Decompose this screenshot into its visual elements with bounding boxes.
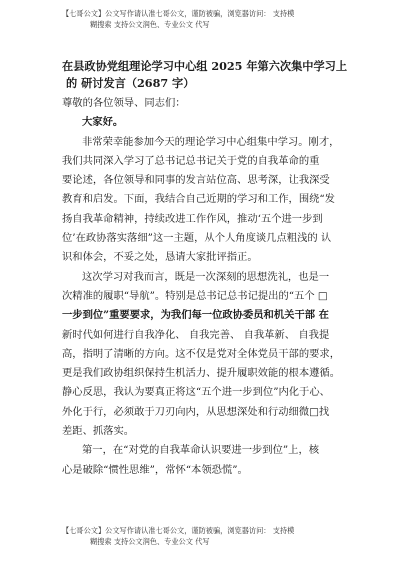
title-line: 在县政协党组理论学习中心组 2025 年第六次集中学习上	[62, 59, 348, 73]
text-line: 位’在政协落实落细”这一主题，从个人角度谈几点粗浅的 认	[62, 232, 332, 245]
promo-notice-line: 糊搜索 支持公文润色、专业公文 代写	[90, 537, 210, 546]
text-line: 高，指明了清晰的方向。这不仅是党对全体党员干部的要求，	[62, 347, 341, 360]
paragraph-2	[62, 268, 360, 442]
text-line: 要论述，各位领导和同事的发言站位高、思考深，让我深受	[62, 174, 330, 187]
text-line: 静心反思，我认为要真正将这“五个进一步到位”内化于心、	[62, 386, 330, 399]
promo-notice-top	[62, 8, 362, 30]
paragraph-3	[62, 441, 360, 480]
text-line: 外化于行，必须敢于刀刃向内，从思想深处和行动细微□找	[62, 405, 330, 418]
document-title	[62, 58, 360, 92]
paragraph-1	[62, 133, 360, 268]
document-body	[62, 58, 360, 480]
salutation: 尊敬的各位领导、同志们：	[62, 97, 186, 109]
text-line: 非常荣幸能参加今天的理论学习中心组集中学习。刚才，	[82, 135, 340, 148]
text-line: 更是我们政协组织保持生机活力、提升履职效能的根本遵循。	[62, 367, 341, 380]
text-line: 差距、抓落实。	[62, 425, 135, 438]
promo-notice-line: 【七哥公文】公文写作请认准七哥公文，谨防被骗，浏览器访问： 支持模	[62, 526, 295, 535]
text-line: 新时代如何进行自我净化、 自我完善、 自我革新、 自我提	[62, 328, 330, 341]
text-line: 扬自我革命精神，持续改进工作作风，推动‘五个进一步到	[62, 212, 323, 225]
text-line: 识和体会，不妥之处，恳请大家批评指正。	[62, 251, 258, 264]
text-line: 这次学习对我而言，既是一次深刻的思想洗礼，也是一	[82, 270, 330, 283]
text-line: 次精准的履职“导航”。特别是总书记总书记提出的“五个 □	[62, 289, 328, 302]
text-line: 教育和启发。下面，我结合自己近期的学习和工作，围绕“发	[62, 193, 335, 206]
greeting: 大家好。	[82, 116, 124, 129]
promo-notice-line: 糊搜索 支持公文润色、专业公文 代写	[90, 20, 210, 29]
text-line: 第一，在“对党的自我革命认识要进一步到位”上，核	[82, 444, 320, 457]
text-line: 我们共同深入学习了总书记总书记关于党的自我革命的重	[62, 154, 320, 167]
promo-notice-line: 【七哥公文】公文写作请认准七哥公文，谨防被骗，浏览器访问： 支持模	[62, 9, 295, 18]
title-line: 的 研讨发言（2687 字）	[66, 76, 195, 90]
promo-notice-bottom	[62, 525, 362, 547]
text-line: 心是破除“惯性思维”，常怀“本领恐慌”。	[62, 463, 248, 476]
text-line: 一步到位”重要要求，为我们每一位政协委员和机关干部 在	[62, 309, 329, 322]
